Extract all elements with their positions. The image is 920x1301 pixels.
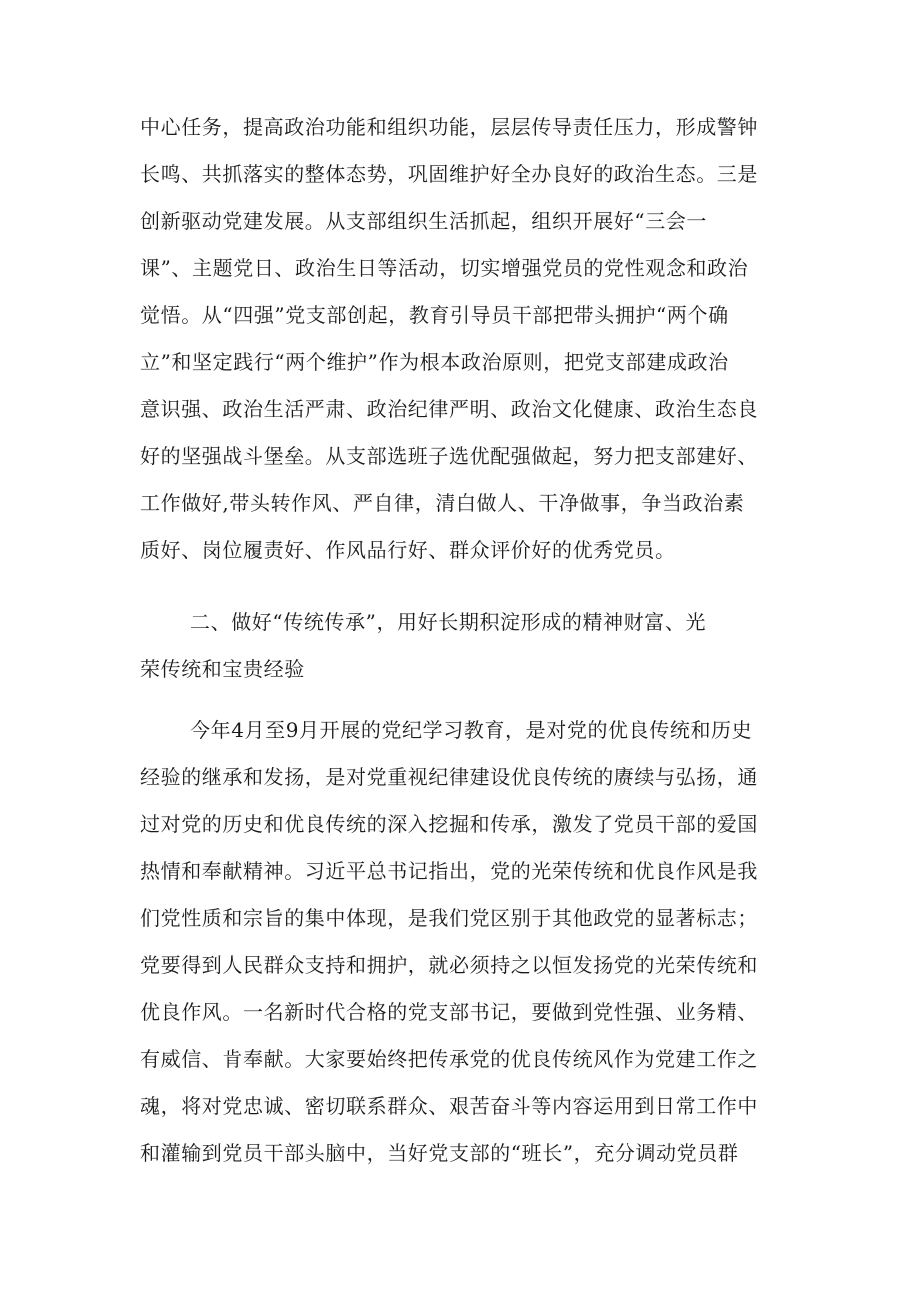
section-heading-line: 荣传统和宝贵经验 [140,657,305,681]
body-text-line: 质好、岗位履责好、作风品行好、群众评价好的优秀党员。 [140,538,676,562]
body-text-line: 党要得到人民群众支持和拥护，就必须持之以恒发扬党的光荣传统和 [140,953,758,977]
body-text-line: 好的坚强战斗堡垒。从支部选班子选优配强做起，努力把支部建好、 [140,444,758,468]
body-text-line: 觉悟。从“四强”党支部创起，教育引导员干部把带头拥护“两个确 [140,303,729,327]
body-text-line: 优良作风。一名新时代合格的党支部书记，要做到党性强、业务精、 [140,1000,758,1024]
body-text-line: 魂，将对党忠诚、密切联系群众、艰苦奋斗等内容运用到日常工作中 [140,1094,758,1118]
body-text-line: 长鸣、共抓落实的整体态势，巩固维护好全办良好的政治生态。三是 [140,162,758,186]
body-text-line: 立”和坚定践行“两个维护”作为根本政治原则，把党支部建成政治 [140,350,729,374]
section-heading-line: 二、做好“传统传承”，用好长期积淀形成的精神财富、光 [190,610,707,634]
body-text-line: 工作做好,带头转作风、严自律，清白做人、干净做事，争当政治素 [140,491,745,515]
body-text-line: 今年4月至9月开展的党纪学习教育，是对党的优良传统和历史 [190,718,753,742]
body-text-line: 中心任务，提高政治功能和组织功能，层层传导责任压力，形成警钟 [140,115,758,139]
body-text-line: 过对党的历史和优良传统的深入挖掘和传承，激发了党员干部的爱国 [140,812,758,836]
body-text-line: 课”、主题党日、政治生日等活动，切实增强党员的党性观念和政治 [140,256,749,280]
body-text-line: 热情和奉献精神。习近平总书记指出，党的光荣传统和优良作风是我 [140,859,758,883]
body-text-line: 经验的继承和发扬，是对党重视纪律建设优良传统的赓续与弘扬，通 [140,765,758,789]
body-text-line: 有威信、肯奉献。大家要始终把传承党的优良传统风作为党建工作之 [140,1047,758,1071]
body-text-line: 意识强、政治生活严肃、政治纪律严明、政治文化健康、政治生态良 [140,397,758,421]
body-text-line: 和灌输到党员干部头脑中，当好党支部的“班长”，充分调动党员群 [140,1141,739,1165]
body-text-line: 们党性质和宗旨的集中体现，是我们党区别于其他政党的显著标志； [140,906,758,930]
body-text-line: 创新驱动党建发展。从支部组织生活抓起，组织开展好“三会一 [140,209,708,233]
